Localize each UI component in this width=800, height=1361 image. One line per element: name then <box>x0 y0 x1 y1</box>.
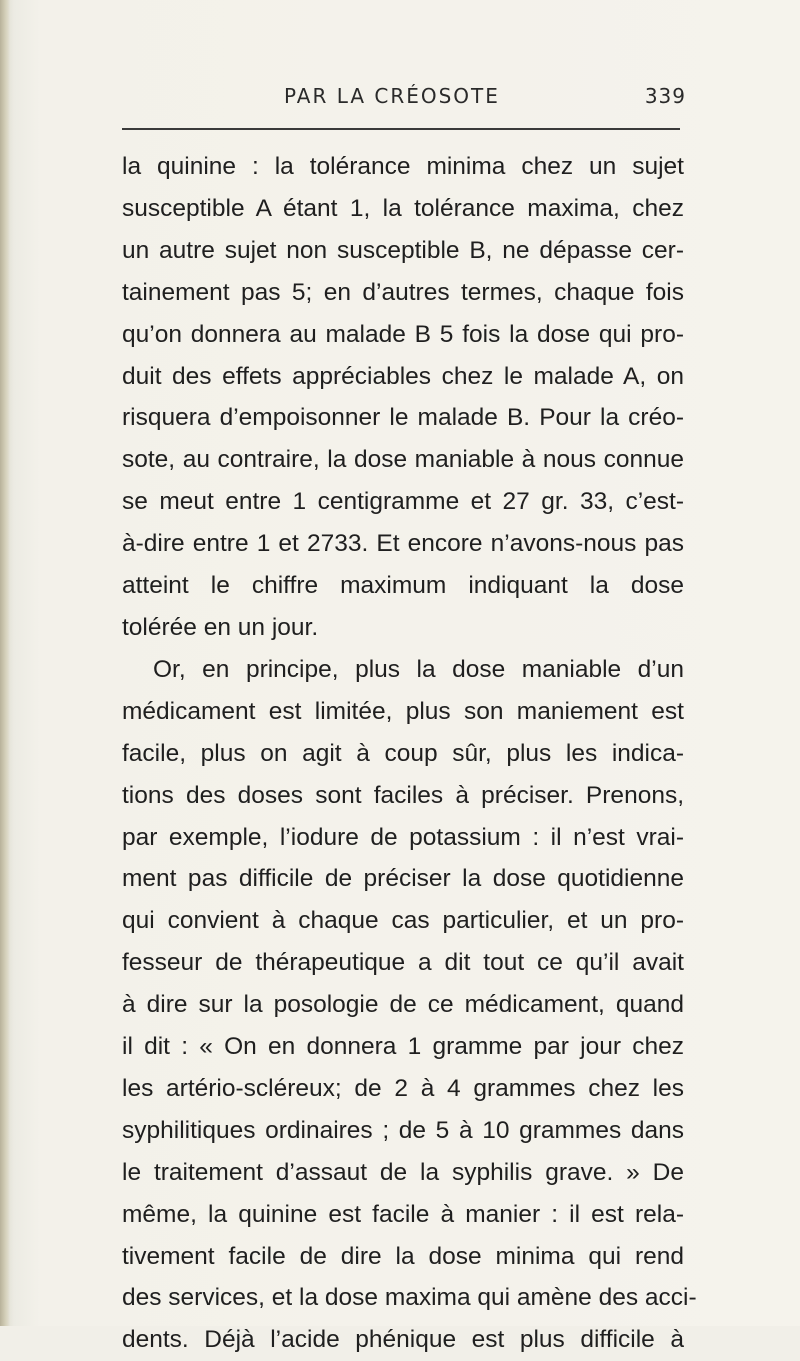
text-line: susceptible A étant 1, la tolérance maxima, chez <box>122 194 684 222</box>
text-line: qui convient à chaque cas particulier, et un pro- <box>122 907 684 935</box>
text-line: des services, et la dose maxima qui amène des acci- <box>122 1284 697 1312</box>
text-line: dents. Déjà l’acide phénique est plus difficile à <box>122 1326 684 1354</box>
text-line: un autre sujet non susceptible B, ne dépasse cer- <box>122 236 684 264</box>
text-line: Or, en principe, plus la dose maniable d’un <box>153 655 684 683</box>
running-head <box>122 84 686 114</box>
text-line: risquera d’empoisonner le malade B. Pour la créo- <box>122 404 684 432</box>
text-line: les artério-scléreux; de 2 à 4 grammes chez les <box>122 1074 684 1102</box>
text-line: la quinine : la tolérance minima chez un sujet <box>122 153 684 180</box>
text-line: tainement pas 5; en d’autres termes, chaque fois <box>122 278 684 306</box>
running-title: PAR LA CRÉOSOTE <box>284 84 500 108</box>
text-line: tions des doses sont faciles à préciser. Prenons, <box>122 781 684 809</box>
text-line: syphilitiques ordinaires ; de 5 à 10 grammes dans <box>122 1116 684 1144</box>
text-line: facile, plus on agit à coup sûr, plus les indica- <box>122 739 684 767</box>
text-line: par exemple, l’iodure de potassium : il n’est vrai- <box>122 823 684 851</box>
text-line: duit des effets appréciables chez le malade A, on <box>122 362 684 390</box>
page-number: 339 <box>644 84 686 108</box>
text-line: à-dire entre 1 et 2733. Et encore n’avons-nous pas <box>122 530 684 558</box>
page-binding-edge <box>0 0 10 1326</box>
text-line: même, la quinine est facile à manier : il est rela- <box>122 1200 684 1228</box>
text-line: atteint le chiffre maximum indiquant la dose <box>122 572 684 600</box>
body-text <box>122 146 697 1361</box>
text-line: tolérée en un jour. <box>122 613 319 641</box>
text-line: le traitement d’assaut de la syphilis grave. » De <box>122 1158 684 1186</box>
text-line: ment pas difficile de préciser la dose quotidienne <box>122 865 684 893</box>
text-line: se meut entre 1 centigramme et 27 gr. 33, c’est- <box>122 488 684 516</box>
header-rule <box>122 128 680 130</box>
text-line: il dit : « On en donnera 1 gramme par jour chez <box>122 1033 684 1061</box>
text-line: qu’on donnera au malade B 5 fois la dose qui pro- <box>122 320 684 348</box>
text-line: fesseur de thérapeutique a dit tout ce qu’il avait <box>122 949 684 977</box>
text-line: médicament est limitée, plus son maniement est <box>122 697 684 725</box>
text-line: sote, au contraire, la dose maniable à nous connue <box>122 446 684 474</box>
text-line: à dire sur la posologie de ce médicament, quand <box>122 991 684 1019</box>
text-line: tivement facile de dire la dose minima qui rend <box>122 1242 684 1270</box>
